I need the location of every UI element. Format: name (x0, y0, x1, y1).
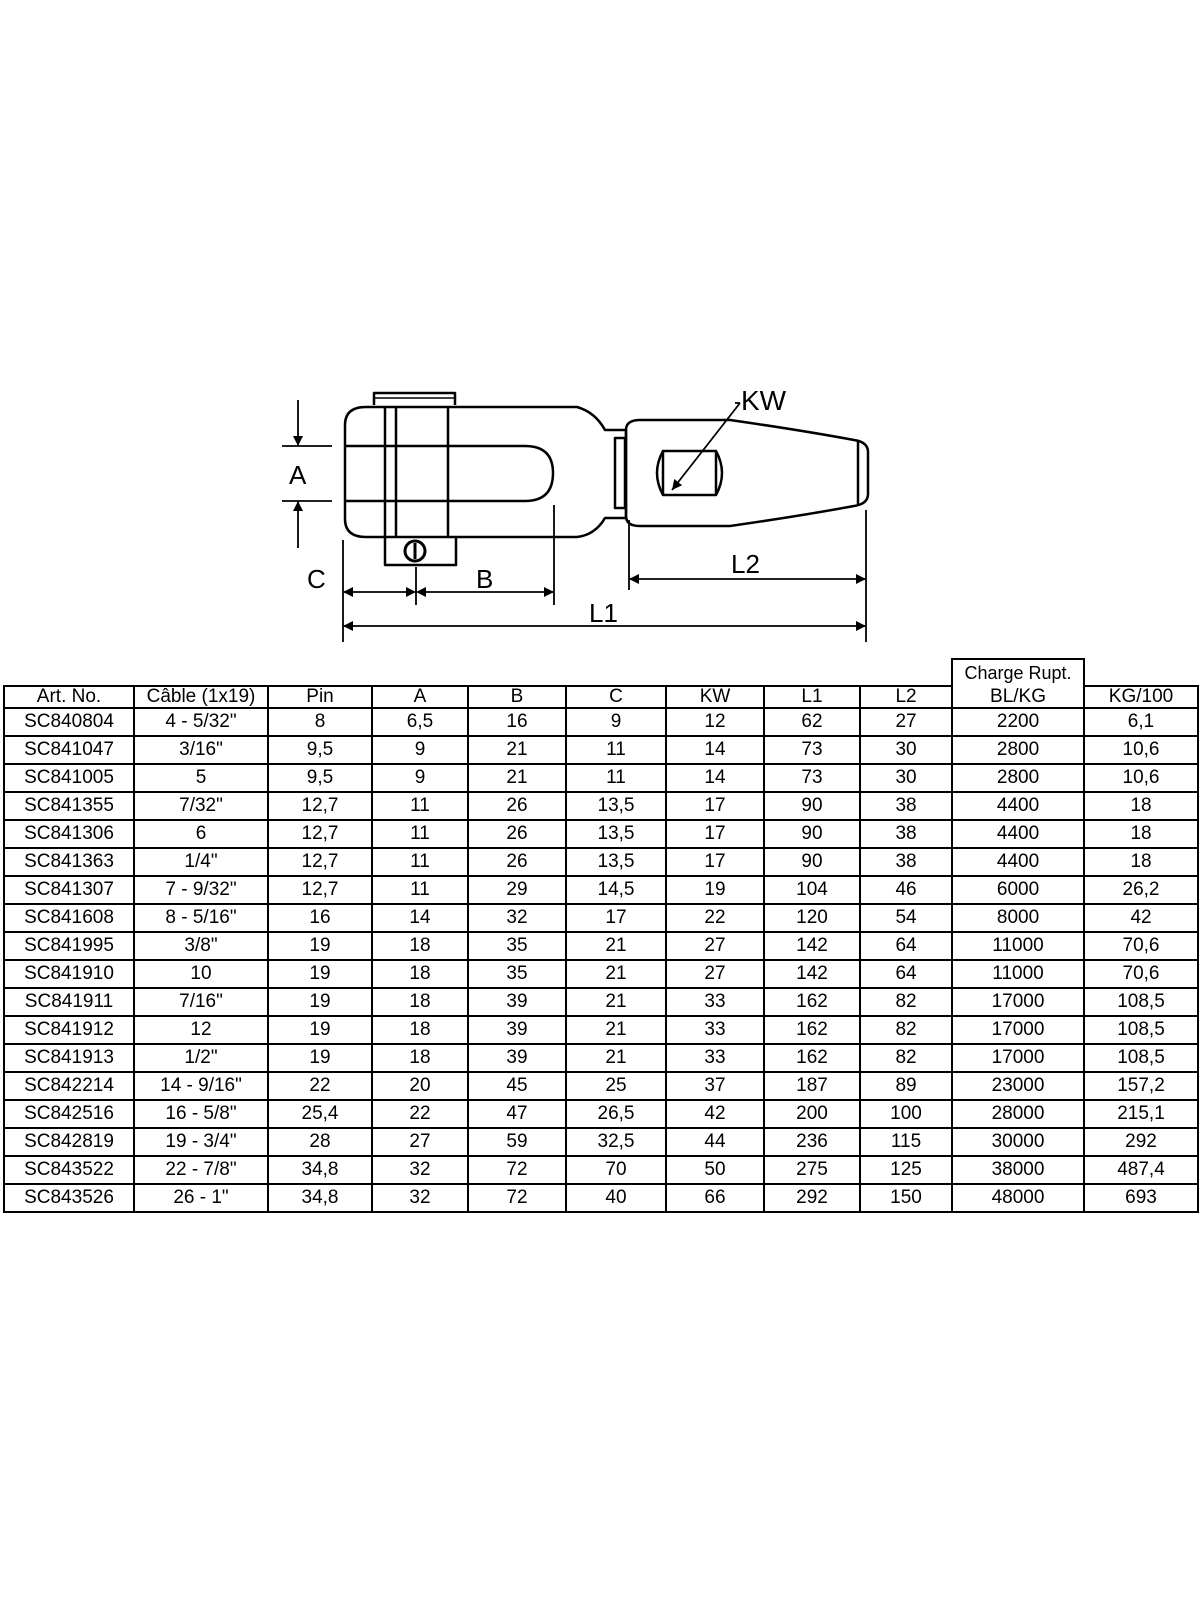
table-cell: 33 (666, 1016, 764, 1044)
table-cell: 26 (468, 848, 566, 876)
table-row (4, 848, 1198, 876)
table-cell: 11 (372, 820, 468, 848)
art-no-cell: SC843522 (4, 1156, 134, 1184)
table-cell: 22 (666, 904, 764, 932)
header-cell: BL/KG (952, 686, 1084, 708)
table-cell: 157,2 (1084, 1072, 1198, 1100)
art-no-cell: SC841608 (4, 904, 134, 932)
art-no-cell: SC841363 (4, 848, 134, 876)
table-cell: 150 (860, 1184, 952, 1212)
header-cell: A (372, 686, 468, 708)
table-cell: 66 (666, 1184, 764, 1212)
header-cell: KW (666, 686, 764, 708)
table-row (4, 1184, 1198, 1212)
table-cell: 64 (860, 960, 952, 988)
table-cell: 40 (566, 1184, 666, 1212)
header-row (4, 686, 1198, 708)
table-cell: 19 (268, 1016, 372, 1044)
table-cell: 19 (268, 988, 372, 1016)
fork-body-outline (345, 407, 626, 537)
table-cell: 10,6 (1084, 764, 1198, 792)
art-no-cell: SC841913 (4, 1044, 134, 1072)
table-cell: 9 (372, 764, 468, 792)
table-cell: 26,5 (566, 1100, 666, 1128)
table-cell: 39 (468, 1016, 566, 1044)
table-cell: 54 (860, 904, 952, 932)
table-cell: 14,5 (566, 876, 666, 904)
table-cell: 26 - 1" (134, 1184, 268, 1212)
table-body (4, 659, 1198, 1212)
table-cell: 59 (468, 1128, 566, 1156)
table-cell: 236 (764, 1128, 860, 1156)
table-cell: 89 (860, 1072, 952, 1100)
table-cell: 27 (372, 1128, 468, 1156)
table-cell: 72 (468, 1156, 566, 1184)
table-cell: 19 (268, 1044, 372, 1072)
table-row (4, 1100, 1198, 1128)
table-cell: 38 (860, 848, 952, 876)
table-cell: 9,5 (268, 764, 372, 792)
table-cell: 12,7 (268, 876, 372, 904)
table-cell: 142 (764, 932, 860, 960)
table-cell: 7 - 9/32" (134, 876, 268, 904)
table-cell: 82 (860, 988, 952, 1016)
table-cell: 292 (1084, 1128, 1198, 1156)
table-cell: 18 (372, 1016, 468, 1044)
table-cell: 90 (764, 820, 860, 848)
table-cell: 90 (764, 792, 860, 820)
header-cell: L2 (860, 686, 952, 708)
table-cell: 19 - 3/4" (134, 1128, 268, 1156)
table-row (4, 1044, 1198, 1072)
table-cell: 34,8 (268, 1156, 372, 1184)
table-cell: 90 (764, 848, 860, 876)
table-cell: 16 (268, 904, 372, 932)
table-cell: 17 (666, 820, 764, 848)
table-row (4, 988, 1198, 1016)
table-cell: 2200 (952, 708, 1084, 736)
art-no-cell: SC841306 (4, 820, 134, 848)
table-cell: 8 (268, 708, 372, 736)
table-cell: 693 (1084, 1184, 1198, 1212)
table-cell: 11 (372, 848, 468, 876)
table-cell: 39 (468, 1044, 566, 1072)
table-cell: 30000 (952, 1128, 1084, 1156)
table-cell: 4400 (952, 848, 1084, 876)
table-cell: 125 (860, 1156, 952, 1184)
table-row (4, 1072, 1198, 1100)
table-cell: 2800 (952, 764, 1084, 792)
table-cell: 73 (764, 764, 860, 792)
table-cell: 27 (666, 932, 764, 960)
table-cell: 9,5 (268, 736, 372, 764)
table-cell: 4 - 5/32" (134, 708, 268, 736)
table-cell: 32 (468, 904, 566, 932)
table-cell: 4400 (952, 792, 1084, 820)
label-b: B (476, 564, 494, 594)
table-row (4, 904, 1198, 932)
table-cell: 25 (566, 1072, 666, 1100)
header-cell: Câble (1x19) (134, 686, 268, 708)
table-cell: 21 (468, 764, 566, 792)
table-row (4, 708, 1198, 736)
table-cell: 50 (666, 1156, 764, 1184)
table-cell: 21 (566, 988, 666, 1016)
table-cell: 18 (372, 960, 468, 988)
table-cell: 47 (468, 1100, 566, 1128)
table-cell: 108,5 (1084, 1044, 1198, 1072)
table-cell: 7/32" (134, 792, 268, 820)
table-cell: 11 (372, 792, 468, 820)
table-cell: 1/4" (134, 848, 268, 876)
table-cell: 11 (372, 876, 468, 904)
table-cell: 162 (764, 1016, 860, 1044)
table-row (4, 1156, 1198, 1184)
table-cell: 100 (860, 1100, 952, 1128)
table-cell: 62 (764, 708, 860, 736)
table-cell: 18 (372, 1044, 468, 1072)
table-cell: 72 (468, 1184, 566, 1212)
table-cell: 30 (860, 736, 952, 764)
table-cell: 12,7 (268, 820, 372, 848)
fork-terminal-drawing (0, 0, 1200, 660)
charge-label-row (4, 659, 1198, 686)
pin-head-top (374, 393, 455, 405)
table-cell: 108,5 (1084, 988, 1198, 1016)
art-no-cell: SC842214 (4, 1072, 134, 1100)
table-cell: 22 (372, 1100, 468, 1128)
table-cell: 38 (860, 792, 952, 820)
table-cell: 82 (860, 1044, 952, 1072)
table-cell: 38 (860, 820, 952, 848)
table-cell: 46 (860, 876, 952, 904)
table-cell: 48000 (952, 1184, 1084, 1212)
table-cell: 12 (666, 708, 764, 736)
table-cell: 18 (1084, 848, 1198, 876)
table-cell: 32,5 (566, 1128, 666, 1156)
table-cell: 27 (860, 708, 952, 736)
table-row (4, 820, 1198, 848)
table-cell: 115 (860, 1128, 952, 1156)
table-cell: 22 - 7/8" (134, 1156, 268, 1184)
table-cell: 21 (468, 736, 566, 764)
table-row (4, 960, 1198, 988)
table-cell: 14 - 9/16" (134, 1072, 268, 1100)
table-cell: 162 (764, 1044, 860, 1072)
table-cell: 215,1 (1084, 1100, 1198, 1128)
art-no-cell: SC841911 (4, 988, 134, 1016)
table-cell: 17 (666, 848, 764, 876)
table-cell: 8000 (952, 904, 1084, 932)
table-cell: 10 (134, 960, 268, 988)
table-cell: 70 (566, 1156, 666, 1184)
table-cell: 9 (566, 708, 666, 736)
art-no-cell: SC843526 (4, 1184, 134, 1212)
table-cell: 14 (666, 764, 764, 792)
table-cell: 11 (566, 736, 666, 764)
table-cell: 12,7 (268, 848, 372, 876)
table-cell: 19 (268, 960, 372, 988)
table-cell: 17000 (952, 988, 1084, 1016)
table-cell: 23000 (952, 1072, 1084, 1100)
table-cell: 6,1 (1084, 708, 1198, 736)
table-cell: 13,5 (566, 820, 666, 848)
table-cell: 11000 (952, 932, 1084, 960)
header-cell: Art. No. (4, 686, 134, 708)
table-cell: 33 (666, 988, 764, 1016)
table-cell: 70,6 (1084, 932, 1198, 960)
art-no-cell: SC840804 (4, 708, 134, 736)
table-cell: 19 (666, 876, 764, 904)
table-cell: 42 (666, 1100, 764, 1128)
table-cell: 38000 (952, 1156, 1084, 1184)
header-cell: L1 (764, 686, 860, 708)
art-no-cell: SC841910 (4, 960, 134, 988)
header-cell: Pin (268, 686, 372, 708)
table-cell: 37 (666, 1072, 764, 1100)
art-no-cell: SC841912 (4, 1016, 134, 1044)
table-cell: 70,6 (1084, 960, 1198, 988)
table-row (4, 736, 1198, 764)
table-cell: 275 (764, 1156, 860, 1184)
table-cell: 11 (566, 764, 666, 792)
header-charge-rupt: Charge Rupt. (952, 659, 1084, 686)
table-cell: 73 (764, 736, 860, 764)
table-row (4, 764, 1198, 792)
kw-flat (657, 451, 722, 495)
table-cell: 8 - 5/16" (134, 904, 268, 932)
table-cell: 9 (372, 736, 468, 764)
table-cell: 82 (860, 1016, 952, 1044)
table-cell: 16 - 5/8" (134, 1100, 268, 1128)
art-no-cell: SC841307 (4, 876, 134, 904)
table-cell: 487,4 (1084, 1156, 1198, 1184)
table-cell: 18 (1084, 820, 1198, 848)
table-cell: 35 (468, 932, 566, 960)
table-cell: 187 (764, 1072, 860, 1100)
table-cell: 42 (1084, 904, 1198, 932)
table-cell: 292 (764, 1184, 860, 1212)
art-no-cell: SC842516 (4, 1100, 134, 1128)
table-cell: 18 (372, 932, 468, 960)
table-cell: 22 (268, 1072, 372, 1100)
table-cell: 17 (666, 792, 764, 820)
table-cell: 13,5 (566, 848, 666, 876)
table-cell: 45 (468, 1072, 566, 1100)
table-cell: 21 (566, 1044, 666, 1072)
table-cell: 3/8" (134, 932, 268, 960)
label-l1: L1 (589, 598, 618, 628)
table-cell: 10,6 (1084, 736, 1198, 764)
table-cell: 162 (764, 988, 860, 1016)
table-cell: 44 (666, 1128, 764, 1156)
table-cell: 6,5 (372, 708, 468, 736)
table-cell: 13,5 (566, 792, 666, 820)
table-cell: 33 (666, 1044, 764, 1072)
table-row (4, 876, 1198, 904)
table-row (4, 932, 1198, 960)
table-cell: 1/2" (134, 1044, 268, 1072)
label-kw: KW (741, 385, 787, 416)
art-no-cell: SC841047 (4, 736, 134, 764)
table-cell: 30 (860, 764, 952, 792)
table-cell: 32 (372, 1184, 468, 1212)
table-row (4, 792, 1198, 820)
table-cell: 29 (468, 876, 566, 904)
table-cell: 19 (268, 932, 372, 960)
table-row (4, 1016, 1198, 1044)
table-cell: 200 (764, 1100, 860, 1128)
label-a: A (289, 460, 307, 490)
table-cell: 17000 (952, 1044, 1084, 1072)
table-cell: 21 (566, 960, 666, 988)
table-cell: 27 (666, 960, 764, 988)
table-cell: 28 (268, 1128, 372, 1156)
table-cell: 25,4 (268, 1100, 372, 1128)
table-cell: 16 (468, 708, 566, 736)
table-cell: 39 (468, 988, 566, 1016)
table-cell: 14 (666, 736, 764, 764)
art-no-cell: SC841355 (4, 792, 134, 820)
table-cell: 7/16" (134, 988, 268, 1016)
header-cell: C (566, 686, 666, 708)
table-cell: 21 (566, 932, 666, 960)
table-cell: 2800 (952, 736, 1084, 764)
table-row (4, 1128, 1198, 1156)
table-cell: 4400 (952, 820, 1084, 848)
table-cell: 18 (372, 988, 468, 1016)
art-no-cell: SC842819 (4, 1128, 134, 1156)
table-cell: 6 (134, 820, 268, 848)
table-cell: 3/16" (134, 736, 268, 764)
table-cell: 21 (566, 1016, 666, 1044)
table-cell: 34,8 (268, 1184, 372, 1212)
art-no-cell: SC841005 (4, 764, 134, 792)
header-cell: KG/100 (1084, 686, 1198, 708)
header-cell: B (468, 686, 566, 708)
table-cell: 20 (372, 1072, 468, 1100)
table-cell: 35 (468, 960, 566, 988)
table-cell: 6000 (952, 876, 1084, 904)
table-cell: 17 (566, 904, 666, 932)
table-cell: 17000 (952, 1016, 1084, 1044)
spec-table (3, 658, 1199, 1213)
table-cell: 18 (1084, 792, 1198, 820)
table-cell: 32 (372, 1156, 468, 1184)
table-cell: 108,5 (1084, 1016, 1198, 1044)
label-l2: L2 (731, 549, 760, 579)
table-cell: 12,7 (268, 792, 372, 820)
table-cell: 64 (860, 932, 952, 960)
table-cell: 142 (764, 960, 860, 988)
label-c: C (307, 564, 326, 594)
table-cell: 26 (468, 820, 566, 848)
table-cell: 5 (134, 764, 268, 792)
table-cell: 12 (134, 1016, 268, 1044)
art-no-cell: SC841995 (4, 932, 134, 960)
table-cell: 104 (764, 876, 860, 904)
table-cell: 28000 (952, 1100, 1084, 1128)
table-cell: 11000 (952, 960, 1084, 988)
table-cell: 14 (372, 904, 468, 932)
table-cell: 26 (468, 792, 566, 820)
table-cell: 120 (764, 904, 860, 932)
table-cell: 26,2 (1084, 876, 1198, 904)
